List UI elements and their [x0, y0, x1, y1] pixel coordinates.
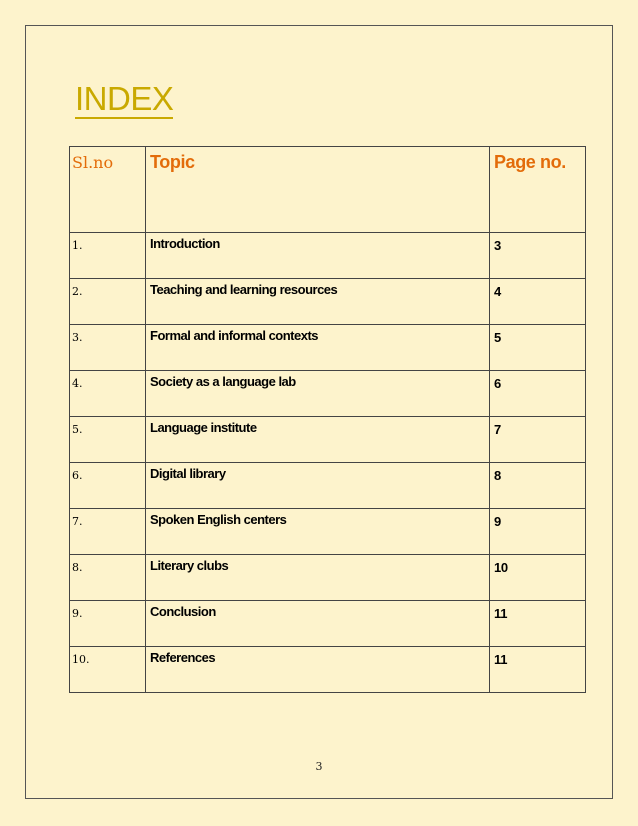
row-slno: 1.: [70, 233, 146, 279]
table-row: [70, 417, 586, 463]
table-row: [70, 233, 586, 279]
row-page: 5: [490, 325, 586, 371]
row-topic: Spoken English centers: [146, 509, 490, 555]
header-topic: Topic: [146, 147, 490, 233]
table-row: [70, 601, 586, 647]
row-slno: 4.: [70, 371, 146, 417]
row-topic: Introduction: [146, 233, 490, 279]
row-page: 8: [490, 463, 586, 509]
row-page: 10: [490, 555, 586, 601]
row-topic: Society as a language lab: [146, 371, 490, 417]
row-slno: 10.: [70, 647, 146, 693]
row-page: 11: [490, 647, 586, 693]
page-number: 3: [315, 760, 323, 773]
row-slno: 9.: [70, 601, 146, 647]
page-title: [75, 80, 173, 118]
index-table: [69, 146, 586, 693]
row-topic: Digital library: [146, 463, 490, 509]
table-row: [70, 463, 586, 509]
row-page: 9: [490, 509, 586, 555]
table-row: [70, 555, 586, 601]
table-row: [70, 647, 586, 693]
row-slno: 2.: [70, 279, 146, 325]
header-page: Page no.: [490, 147, 586, 233]
row-slno: 3.: [70, 325, 146, 371]
table-row: [70, 509, 586, 555]
header-slno: Sl.no: [70, 147, 146, 233]
row-page: 7: [490, 417, 586, 463]
row-topic: Teaching and learning resources: [146, 279, 490, 325]
table-row: [70, 279, 586, 325]
row-page: 11: [490, 601, 586, 647]
row-slno: 7.: [70, 509, 146, 555]
table-header-row: [70, 147, 586, 233]
row-topic: Language institute: [146, 417, 490, 463]
row-slno: 5.: [70, 417, 146, 463]
row-topic: Literary clubs: [146, 555, 490, 601]
row-page: 4: [490, 279, 586, 325]
row-page: 6: [490, 371, 586, 417]
row-topic: Formal and informal contexts: [146, 325, 490, 371]
row-slno: 8.: [70, 555, 146, 601]
row-topic: Conclusion: [146, 601, 490, 647]
table-row: [70, 325, 586, 371]
page-title-text: INDEX: [75, 80, 174, 117]
table-row: [70, 371, 586, 417]
row-slno: 6.: [70, 463, 146, 509]
row-page: 3: [490, 233, 586, 279]
row-topic: References: [146, 647, 490, 693]
